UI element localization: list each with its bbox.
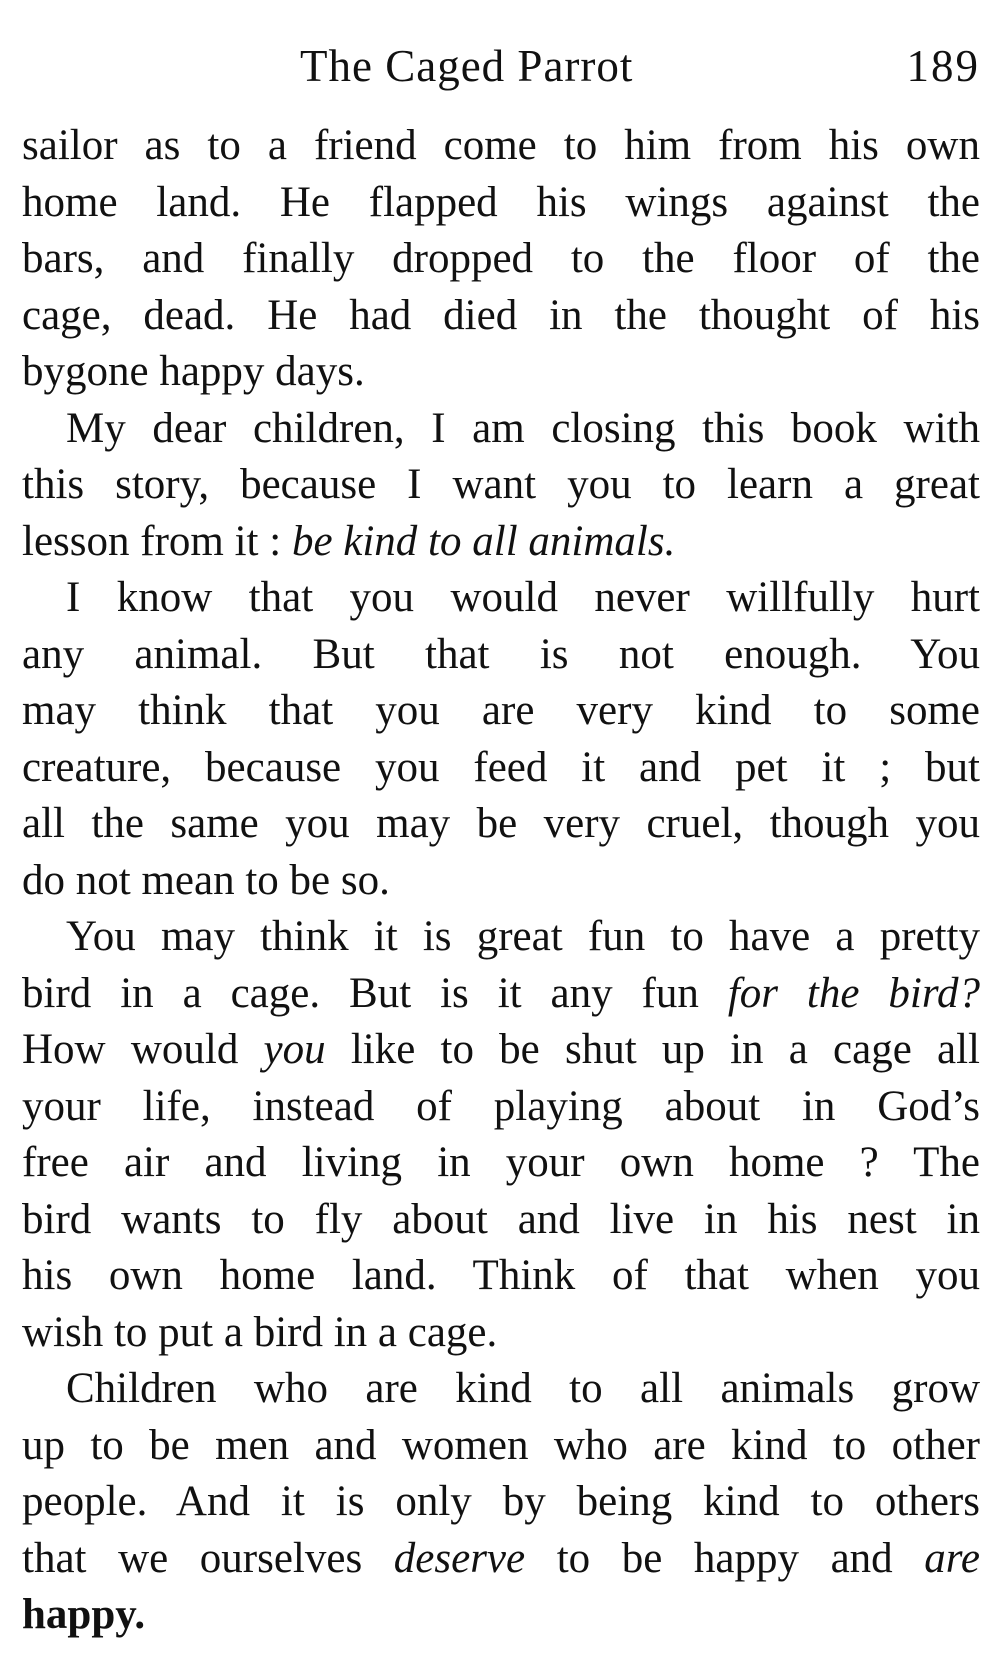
paragraph-3 — [22, 570, 980, 909]
text-line: wish to put a bird in a cage. — [22, 1308, 498, 1356]
italic-emphasis: for the bird? — [727, 969, 980, 1017]
italic-emphasis: be kind to all animals. — [291, 517, 676, 565]
text-line: this story, because I want you to learn a great — [22, 461, 980, 508]
page-header — [22, 36, 980, 96]
text-line: I know that you would never willfully hurt — [66, 574, 980, 621]
text-line — [22, 514, 980, 571]
text-line: sailor as to a friend come to him from his own — [22, 122, 980, 169]
text-line: cage, dead. He had died in the thought of his — [22, 291, 980, 339]
text-line — [22, 966, 980, 1023]
text-run: like to be shut up in a cage all — [325, 1026, 980, 1073]
text-run: that we ourselves — [22, 1534, 394, 1582]
text-run: How would — [22, 1026, 264, 1073]
text-run: lesson from it : — [22, 517, 292, 565]
text-line: Children who are kind to all animals grow — [66, 1365, 980, 1412]
body-text — [22, 118, 980, 1644]
italic-emphasis: are — [924, 1534, 980, 1582]
page-number: 189 — [906, 41, 980, 91]
text-line: My dear children, I am closing this book with — [66, 404, 980, 452]
text-line: creature, because you feed it and pet it ; but — [22, 743, 980, 791]
text-line — [22, 1531, 980, 1588]
text-line: do not mean to be so. — [22, 856, 390, 904]
text-line — [22, 1022, 980, 1079]
text-line: up to be men and women who are kind to other — [22, 1421, 980, 1469]
text-line: all the same you may be very cruel, though you — [22, 800, 980, 847]
text-line: your life, instead of playing about in God’s — [22, 1082, 980, 1130]
text-line: bars, and finally dropped to the floor of the — [22, 235, 980, 282]
text-line: any animal. But that is not enough. You — [22, 630, 980, 678]
paragraph-1 — [22, 118, 980, 401]
text-line: may think that you are very kind to some — [22, 687, 980, 734]
text-line: home land. He flapped his wings against the — [22, 178, 980, 226]
italic-emphasis: you — [263, 1026, 326, 1073]
text-line: people. And it is only by being kind to others — [22, 1478, 980, 1525]
paragraph-2 — [22, 401, 980, 571]
text-run: to be happy and — [525, 1534, 925, 1582]
italic-emphasis: deserve — [393, 1534, 526, 1582]
running-title: The Caged Parrot — [300, 41, 634, 91]
text-line: happy. — [22, 1591, 146, 1638]
text-line: bird wants to fly about and live in his nest in — [22, 1195, 980, 1243]
text-run: bird in a cage. But is it any fun — [22, 969, 728, 1017]
paragraph-4 — [22, 909, 980, 1361]
text-line: You may think it is great fun to have a pretty — [66, 913, 980, 960]
text-line: his own home land. Think of that when you — [22, 1252, 980, 1299]
paragraph-5 — [22, 1361, 980, 1644]
text-line: free air and living in your own home ? The — [22, 1139, 980, 1186]
text-line: bygone happy days. — [22, 348, 365, 395]
